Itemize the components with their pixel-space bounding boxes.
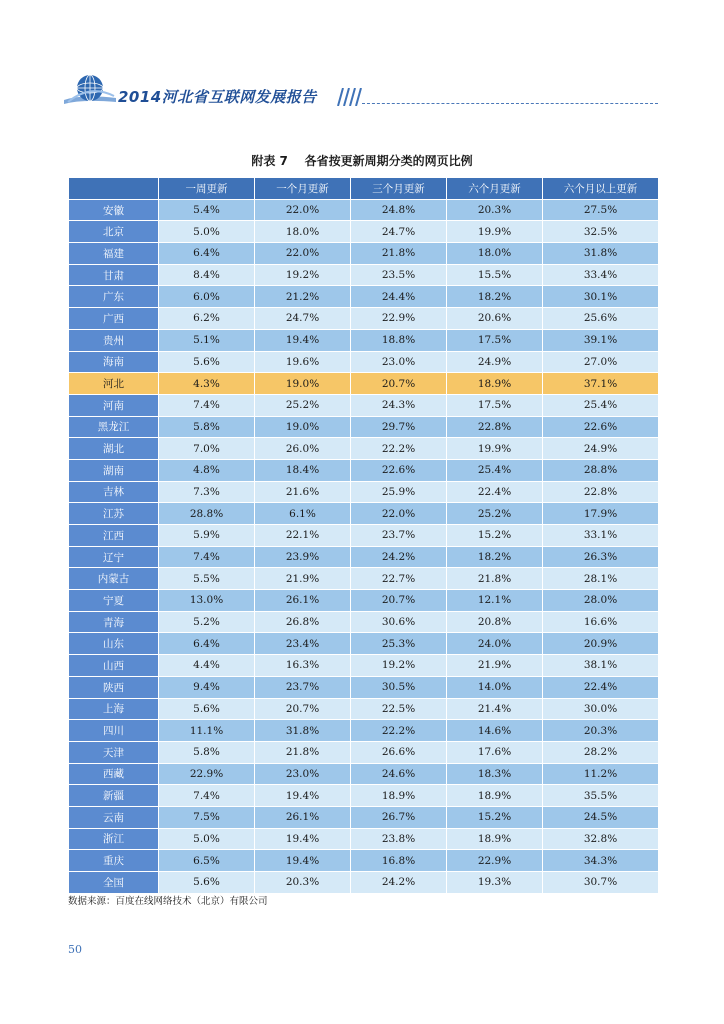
value-cell: 24.0% [447,633,543,655]
value-cell: 5.6% [159,351,255,373]
column-header: 一个月更新 [255,178,351,200]
value-cell: 19.0% [255,416,351,438]
value-cell: 4.8% [159,459,255,481]
value-cell: 7.4% [159,785,255,807]
value-cell: 23.4% [255,633,351,655]
value-cell: 24.8% [351,199,447,221]
table-row [69,828,659,850]
region-cell: 湖北 [69,438,159,460]
value-cell: 22.7% [351,568,447,590]
value-cell: 25.9% [351,481,447,503]
value-cell: 12.1% [447,590,543,612]
value-cell: 38.1% [543,655,659,677]
value-cell: 32.8% [543,828,659,850]
region-cell: 辽宁 [69,546,159,568]
value-cell: 27.5% [543,199,659,221]
region-cell: 青海 [69,611,159,633]
value-cell: 25.2% [447,503,543,525]
value-cell: 19.3% [447,872,543,894]
value-cell: 23.5% [351,264,447,286]
value-cell: 5.9% [159,525,255,547]
value-cell: 26.1% [255,806,351,828]
value-cell: 22.4% [543,676,659,698]
value-cell: 22.4% [447,481,543,503]
value-cell: 16.6% [543,611,659,633]
column-header: 六个月更新 [447,178,543,200]
value-cell: 24.6% [351,763,447,785]
region-column-header [69,178,159,200]
value-cell: 30.7% [543,872,659,894]
value-cell: 20.3% [543,720,659,742]
region-cell: 上海 [69,698,159,720]
value-cell: 23.7% [255,676,351,698]
value-cell: 14.0% [447,676,543,698]
update-cycle-table [68,177,659,894]
table-body [69,199,659,893]
region-cell: 福建 [69,243,159,265]
value-cell: 22.9% [351,308,447,330]
value-cell: 29.7% [351,416,447,438]
value-cell: 20.3% [255,872,351,894]
value-cell: 15.2% [447,525,543,547]
value-cell: 19.2% [255,264,351,286]
value-cell: 5.8% [159,741,255,763]
region-cell: 全国 [69,872,159,894]
table-row [69,394,659,416]
value-cell: 23.0% [351,351,447,373]
table-row [69,525,659,547]
region-cell: 江西 [69,525,159,547]
value-cell: 30.5% [351,676,447,698]
value-cell: 26.3% [543,546,659,568]
region-cell: 内蒙古 [69,568,159,590]
value-cell: 30.6% [351,611,447,633]
value-cell: 17.5% [447,394,543,416]
value-cell: 5.6% [159,872,255,894]
value-cell: 6.4% [159,633,255,655]
value-cell: 19.9% [447,221,543,243]
value-cell: 6.0% [159,286,255,308]
region-cell: 安徽 [69,199,159,221]
value-cell: 22.0% [255,199,351,221]
value-cell: 23.9% [255,546,351,568]
table-row [69,286,659,308]
table-row [69,329,659,351]
value-cell: 6.1% [255,503,351,525]
table-row [69,221,659,243]
value-cell: 22.9% [159,763,255,785]
table-row [69,720,659,742]
value-cell: 30.1% [543,286,659,308]
value-cell: 14.6% [447,720,543,742]
value-cell: 19.2% [351,655,447,677]
value-cell: 18.0% [255,221,351,243]
column-header: 六个月以上更新 [543,178,659,200]
value-cell: 24.5% [543,806,659,828]
value-cell: 21.8% [447,568,543,590]
table-row [69,459,659,481]
table-row [69,698,659,720]
region-cell: 广东 [69,286,159,308]
value-cell: 7.4% [159,546,255,568]
value-cell: 22.0% [255,243,351,265]
value-cell: 7.4% [159,394,255,416]
value-cell: 24.2% [351,546,447,568]
value-cell: 22.8% [447,416,543,438]
region-cell: 云南 [69,806,159,828]
value-cell: 20.7% [255,698,351,720]
table-row [69,199,659,221]
value-cell: 5.2% [159,611,255,633]
value-cell: 16.3% [255,655,351,677]
value-cell: 25.2% [255,394,351,416]
region-cell: 吉林 [69,481,159,503]
value-cell: 5.0% [159,828,255,850]
value-cell: 13.0% [159,590,255,612]
value-cell: 22.6% [543,416,659,438]
column-header: 一周更新 [159,178,255,200]
table-row [69,785,659,807]
table-row [69,763,659,785]
value-cell: 26.6% [351,741,447,763]
value-cell: 25.6% [543,308,659,330]
region-cell: 甘肃 [69,264,159,286]
header-stripes [334,88,362,106]
value-cell: 28.0% [543,590,659,612]
value-cell: 4.3% [159,373,255,395]
value-cell: 28.8% [543,459,659,481]
value-cell: 22.6% [351,459,447,481]
region-cell: 贵州 [69,329,159,351]
value-cell: 5.0% [159,221,255,243]
region-cell: 河北 [69,373,159,395]
value-cell: 18.3% [447,763,543,785]
value-cell: 19.4% [255,850,351,872]
region-cell: 四川 [69,720,159,742]
value-cell: 22.8% [543,481,659,503]
region-cell: 重庆 [69,850,159,872]
value-cell: 5.8% [159,416,255,438]
value-cell: 18.9% [447,373,543,395]
globe-icon [62,72,118,108]
value-cell: 34.3% [543,850,659,872]
value-cell: 23.0% [255,763,351,785]
value-cell: 24.7% [351,221,447,243]
table-row [69,872,659,894]
value-cell: 23.7% [351,525,447,547]
table-row [69,806,659,828]
table-row [69,438,659,460]
table-row [69,568,659,590]
value-cell: 7.5% [159,806,255,828]
table-row [69,481,659,503]
table-row [69,741,659,763]
value-cell: 27.0% [543,351,659,373]
value-cell: 35.5% [543,785,659,807]
value-cell: 20.3% [447,199,543,221]
region-cell: 天津 [69,741,159,763]
table-caption [0,152,724,169]
value-cell: 7.3% [159,481,255,503]
value-cell: 20.8% [447,611,543,633]
table-row [69,373,659,395]
data-source-note: 数据来源：百度在线网络技术（北京）有限公司 [68,896,268,907]
table-row [69,308,659,330]
value-cell: 24.9% [447,351,543,373]
value-cell: 23.8% [351,828,447,850]
value-cell: 11.1% [159,720,255,742]
value-cell: 6.5% [159,850,255,872]
table-row [69,676,659,698]
table-row [69,546,659,568]
value-cell: 24.9% [543,438,659,460]
value-cell: 18.9% [351,785,447,807]
value-cell: 28.8% [159,503,255,525]
value-cell: 19.6% [255,351,351,373]
value-cell: 24.2% [351,872,447,894]
value-cell: 7.0% [159,438,255,460]
header-title: 2014河北省互联网发展报告 [118,88,317,106]
value-cell: 33.4% [543,264,659,286]
table-row [69,351,659,373]
value-cell: 21.9% [255,568,351,590]
value-cell: 18.2% [447,286,543,308]
value-cell: 18.8% [351,329,447,351]
value-cell: 17.5% [447,329,543,351]
value-cell: 18.9% [447,828,543,850]
region-cell: 湖南 [69,459,159,481]
value-cell: 21.8% [255,741,351,763]
table-row [69,264,659,286]
value-cell: 26.8% [255,611,351,633]
value-cell: 5.5% [159,568,255,590]
region-cell: 西藏 [69,763,159,785]
value-cell: 25.4% [543,394,659,416]
page-number: 50 [68,943,82,956]
table-row [69,416,659,438]
value-cell: 22.5% [351,698,447,720]
caption-title: 各省按更新周期分类的网页比例 [304,154,473,168]
value-cell: 17.6% [447,741,543,763]
value-cell: 25.3% [351,633,447,655]
column-header: 三个月更新 [351,178,447,200]
value-cell: 5.4% [159,199,255,221]
value-cell: 22.0% [351,503,447,525]
header-rule [362,103,658,104]
value-cell: 33.1% [543,525,659,547]
value-cell: 28.1% [543,568,659,590]
value-cell: 5.6% [159,698,255,720]
region-cell: 河南 [69,394,159,416]
table-row [69,243,659,265]
caption-label: 附表 7 [251,154,288,168]
table-row [69,850,659,872]
value-cell: 22.9% [447,850,543,872]
value-cell: 20.6% [447,308,543,330]
value-cell: 24.4% [351,286,447,308]
value-cell: 24.7% [255,308,351,330]
value-cell: 18.9% [447,785,543,807]
value-cell: 22.2% [351,720,447,742]
region-cell: 北京 [69,221,159,243]
value-cell: 22.2% [351,438,447,460]
value-cell: 19.0% [255,373,351,395]
value-cell: 6.2% [159,308,255,330]
region-cell: 陕西 [69,676,159,698]
value-cell: 6.4% [159,243,255,265]
table-row [69,655,659,677]
value-cell: 39.1% [543,329,659,351]
region-cell: 海南 [69,351,159,373]
value-cell: 18.4% [255,459,351,481]
value-cell: 15.2% [447,806,543,828]
value-cell: 26.1% [255,590,351,612]
region-cell: 宁夏 [69,590,159,612]
table-header-row [69,178,659,200]
region-cell: 浙江 [69,828,159,850]
value-cell: 21.9% [447,655,543,677]
value-cell: 20.7% [351,590,447,612]
value-cell: 20.9% [543,633,659,655]
value-cell: 22.1% [255,525,351,547]
value-cell: 16.8% [351,850,447,872]
region-cell: 黑龙江 [69,416,159,438]
value-cell: 19.9% [447,438,543,460]
region-cell: 江苏 [69,503,159,525]
value-cell: 18.2% [447,546,543,568]
value-cell: 15.5% [447,264,543,286]
region-cell: 广西 [69,308,159,330]
value-cell: 9.4% [159,676,255,698]
table-row [69,590,659,612]
value-cell: 30.0% [543,698,659,720]
value-cell: 19.4% [255,785,351,807]
value-cell: 21.4% [447,698,543,720]
value-cell: 21.8% [351,243,447,265]
region-cell: 新疆 [69,785,159,807]
value-cell: 4.4% [159,655,255,677]
value-cell: 28.2% [543,741,659,763]
page-header [62,72,662,112]
value-cell: 21.6% [255,481,351,503]
table-row [69,611,659,633]
value-cell: 5.1% [159,329,255,351]
table-row [69,633,659,655]
value-cell: 11.2% [543,763,659,785]
value-cell: 18.0% [447,243,543,265]
region-cell: 山东 [69,633,159,655]
value-cell: 21.2% [255,286,351,308]
value-cell: 25.4% [447,459,543,481]
region-cell: 山西 [69,655,159,677]
value-cell: 31.8% [543,243,659,265]
value-cell: 8.4% [159,264,255,286]
value-cell: 20.7% [351,373,447,395]
value-cell: 32.5% [543,221,659,243]
value-cell: 19.4% [255,828,351,850]
table-row [69,503,659,525]
value-cell: 26.0% [255,438,351,460]
value-cell: 37.1% [543,373,659,395]
value-cell: 17.9% [543,503,659,525]
value-cell: 24.3% [351,394,447,416]
value-cell: 26.7% [351,806,447,828]
value-cell: 19.4% [255,329,351,351]
value-cell: 31.8% [255,720,351,742]
